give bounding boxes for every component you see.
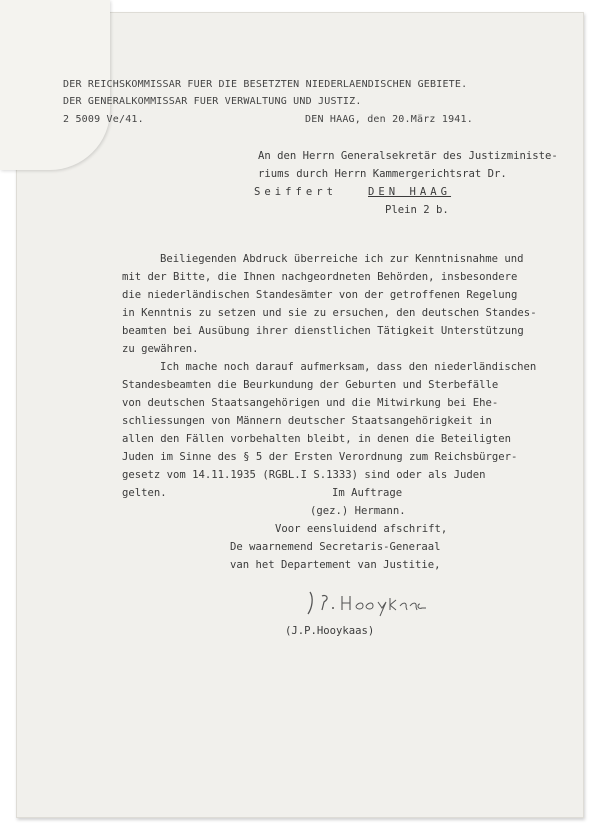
- paragraph-line: zu gewähren.: [122, 343, 199, 355]
- address-line-1: An den Herrn Generalsekretär des Justizministe-: [258, 150, 558, 162]
- copy-line-1: Voor eensluidend afschrift,: [275, 523, 448, 535]
- paragraph-line: Juden im Sinne des § 5 der Ersten Verordnung zum Reichsbürger-: [122, 451, 518, 463]
- im-auftrage: Im Auftrage: [332, 487, 403, 499]
- paragraph-line: Ich mache noch darauf aufmerksam, dass den niederländischen: [160, 361, 537, 373]
- paragraph-line: in Kenntnis zu setzen und sie zu ersuchen, den deutschen Standes-: [122, 307, 537, 319]
- paragraph-line: Standesbeamten die Beurkundung der Geburten und Sterbefälle: [122, 379, 499, 391]
- paragraph-line: allen den Fällen vorbehalten bleibt, in denen die Beteiligten: [122, 433, 512, 445]
- paragraph-line: mit der Bitte, die Ihnen nachgeordneten Behörden, insbesondere: [122, 271, 518, 283]
- handwritten-signature: [300, 588, 440, 618]
- copy-line-2: De waarnemend Secretaris-Generaal: [230, 541, 441, 553]
- paragraph-line: schliessungen von Männern deutscher Staatsangehörigkeit in: [122, 415, 492, 427]
- copy-line-3: van het Departement van Justitie,: [230, 559, 441, 571]
- address-name: Seiffert: [254, 186, 338, 198]
- address-street: Plein 2 b.: [385, 204, 449, 216]
- paragraph-line: gelten.: [122, 487, 167, 499]
- place-date: DEN HAAG, den 20.März 1941.: [305, 114, 473, 125]
- paragraph-line: von deutschen Staatsangehörigen und die Mitwirkung bei Ehe-: [122, 397, 499, 409]
- paragraph-line: Beiliegenden Abdruck überreiche ich zur Kenntnisnahme und: [160, 253, 524, 265]
- paragraph-line: beamten bei Ausübung ihrer dienstlichen Tätigkeit Unterstützung: [122, 325, 524, 337]
- address-line-2: riums durch Herrn Kammergerichtsrat Dr.: [258, 168, 507, 180]
- paragraph-line: die niederländischen Standesämter von der getroffenen Regelung: [122, 289, 518, 301]
- paragraph-line: gesetz vom 14.11.1935 (RGBL.I S.1333) sind oder als Juden: [122, 469, 486, 481]
- typed-name: (J.P.Hooykaas): [285, 625, 375, 637]
- reference-number: 2 5009 Ve/41.: [63, 114, 144, 125]
- address-city: DEN HAAG: [368, 186, 452, 198]
- signed-by: (gez.) Hermann.: [310, 505, 406, 517]
- header-line-2: DER GENERALKOMMISSAR FUER VERWALTUNG UND JUSTIZ.: [63, 96, 362, 107]
- header-line-1: DER REICHSKOMMISSAR FUER DIE BESETZTEN NIEDERLAENDISCHEN GEBIETE.: [63, 79, 468, 90]
